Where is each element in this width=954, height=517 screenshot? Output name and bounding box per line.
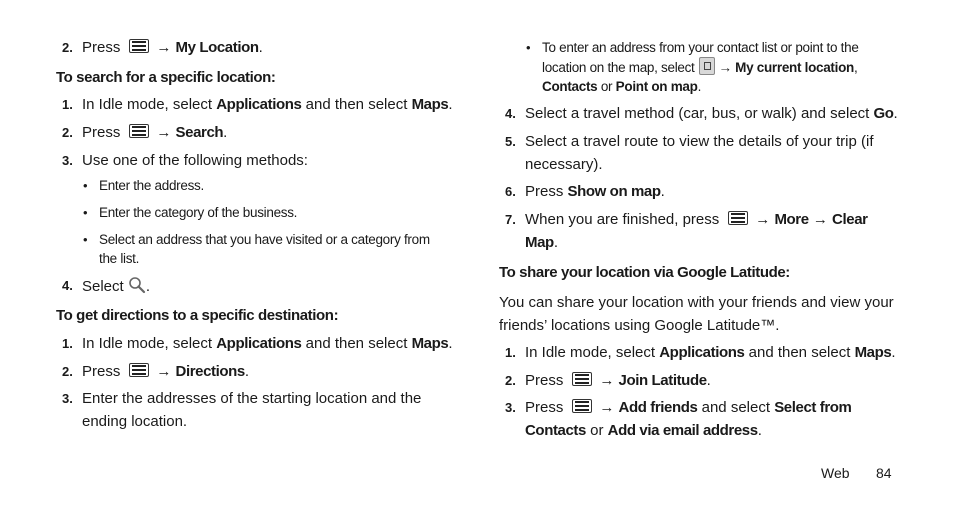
step-when-finished: When you are finished, press → More → Clear (525, 211, 868, 228)
footer-section: Web (821, 465, 850, 481)
step-press-search: Press → Search. (82, 124, 228, 141)
step-travel-method: Select a travel method (car, bus, or walk) and select Go. (525, 105, 898, 122)
step-when-finished-2: Map. (525, 234, 558, 251)
bullet-contact-2: location on the map, select → My current location, (542, 57, 857, 78)
bullet-contact-1: To enter an address from your contact list or point to the (542, 40, 859, 55)
bullet-dot: • (526, 40, 531, 55)
menu-key-icon (128, 363, 150, 377)
step-enter-addresses-1: Enter the addresses of the starting location and the (82, 390, 422, 407)
step-idle-select-maps-2: In Idle mode, select Applications and then select Maps. (82, 335, 453, 352)
step-enter-addresses-2: ending location. (82, 413, 188, 430)
step-number: 2. (62, 40, 73, 55)
step-number: 1. (505, 345, 516, 360)
step-select-search: Select . (82, 278, 151, 295)
heading-search-location: To search for a specific location: (56, 69, 276, 86)
bullet-enter-address: Enter the address. (99, 178, 204, 193)
bullet-dot: • (83, 205, 88, 220)
step-idle-select-maps-3: In Idle mode, select Applications and then select Maps. (525, 344, 896, 361)
step-join-latitude: Press → Join Latitude. (525, 372, 711, 389)
step-add-friends: Press → Add friends and select Select from (525, 399, 852, 416)
bullet-dot: • (83, 178, 88, 193)
heading-get-directions: To get directions to a specific destination: (56, 307, 339, 324)
bullet-dot: • (83, 232, 88, 247)
step-number: 1. (62, 97, 73, 112)
step-number: 1. (62, 336, 73, 351)
step-number: 3. (505, 400, 516, 415)
step-travel-route-1: Select a travel route to view the details of your trip (if (525, 133, 874, 150)
bullet-contact-3: Contacts or Point on map. (542, 79, 702, 94)
bullet-select-address-1: Select an address that you have visited or a category from (99, 232, 430, 247)
search-icon (128, 276, 146, 294)
menu-key-icon (571, 399, 593, 413)
location-button-icon (699, 57, 715, 75)
step-number: 4. (62, 278, 73, 293)
menu-key-icon (128, 124, 150, 138)
step-number: 6. (505, 184, 516, 199)
share-paragraph-1: You can share your location with your friends and view your (499, 294, 894, 311)
menu-key-icon (128, 39, 150, 53)
step-show-on-map: Press Show on map. (525, 183, 665, 200)
step-number: 3. (62, 391, 73, 406)
step-number: 4. (505, 106, 516, 121)
step-number: 2. (62, 125, 73, 140)
heading-share-location: To share your location via Google Latitude: (499, 264, 790, 281)
step-add-friends-2: Contacts or Add via email address. (525, 422, 762, 439)
step-use-methods: Use one of the following methods: (82, 152, 308, 169)
bullet-select-address-2: the list. (99, 251, 140, 266)
step-press-my-location: Press → My Location. (82, 39, 263, 56)
step-number: 5. (505, 134, 516, 149)
menu-key-icon (571, 372, 593, 386)
step-number: 7. (505, 212, 516, 227)
step-idle-select-maps: In Idle mode, select Applications and then select Maps. (82, 96, 453, 113)
bullet-enter-category: Enter the category of the business. (99, 205, 298, 220)
menu-key-icon (727, 211, 749, 225)
share-paragraph-2: friends’ locations using Google Latitude™. (499, 317, 780, 334)
step-travel-route-2: necessary). (525, 156, 603, 173)
step-number: 3. (62, 153, 73, 168)
step-number: 2. (62, 364, 73, 379)
step-number: 2. (505, 373, 516, 388)
page-number: 84 (876, 465, 892, 481)
step-press-directions: Press → Directions. (82, 363, 250, 380)
